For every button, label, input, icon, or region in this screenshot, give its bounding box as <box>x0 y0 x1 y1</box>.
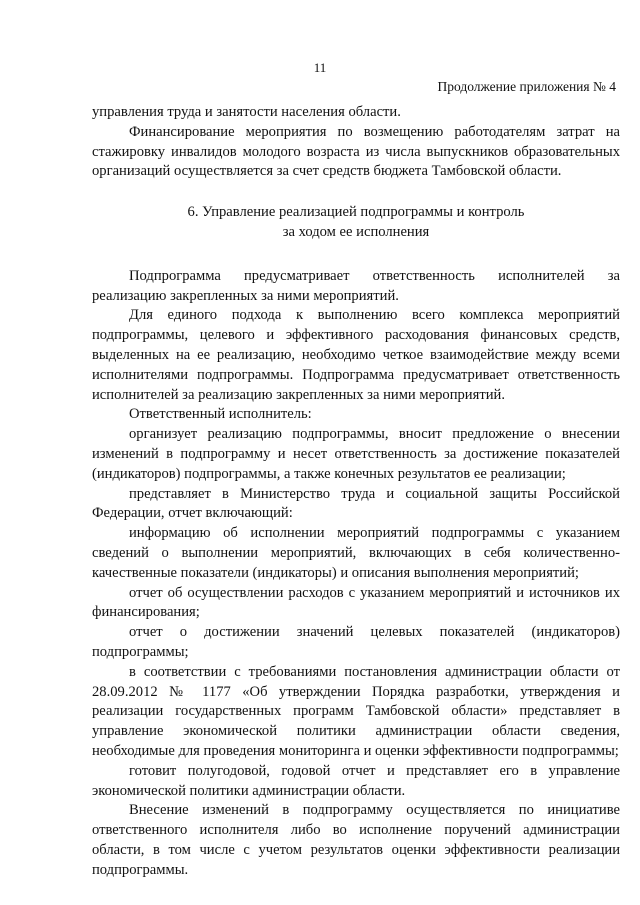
paragraph-continuation: управления труда и занятости населения области. <box>92 104 401 120</box>
appendix-continuation-label: Продолжение приложения № 4 <box>437 79 616 94</box>
paragraph-indicators-report: отчет о достижении значений целевых показателей (индикаторов) подпрограммы; <box>92 624 620 660</box>
paragraph-expenses-report: отчет об осуществлении расходов с указанием мероприятий и источников их финансирования; <box>92 584 620 621</box>
paragraph-semiannual-report: готовит полугодовой, годовой отчет и представляет его в управление экономической политики администрации области. <box>92 762 620 799</box>
paragraph-resolution: в соответствии с требованиями постановления администрации области от 28.09.2012 № 1177 «Об утверждении Порядка разработки, утверждения и реализации государственных программ Тамбовской области» представляет в управление экономической политики администрации области сведения, необходимые для проведения мониторинга и оценки эффективности подпрограммы; <box>92 663 620 759</box>
page-number: 11 <box>313 60 327 75</box>
document-body <box>92 103 620 880</box>
paragraph-unified-approach: Для единого подхода к выполнению всего комплекса мероприятий подпрограммы, целевого и эффективного расходования финансовых средств, выделенных на ее реализацию, необходимо четкое взаимодействие между всеми исполнителями подпрограммы. Подпрограмма предусматривает ответственность исполнителей за реализацию закрепленных за ними мероприятий. <box>92 307 620 403</box>
paragraph-responsibility: Подпрограмма предусматривает ответственность исполнителей за реализацию закрепленных за ними мероприятий. <box>92 267 620 304</box>
paragraph-amendments: Внесение изменений в подпрограмму осуществляется по инициативе ответственного исполнителя либо во исполнение поручений администрации области, в том числе с учетом результатов оценки эффективности реализации подпрограммы. <box>92 802 620 878</box>
paragraph-submits-report: представляет в Министерство труда и социальной защиты Российской Федерации, отчет включающий: <box>92 485 620 522</box>
paragraph-organizes: организует реализацию подпрограммы, вносит предложение о внесении изменений в подпрограмму и несет ответственность за достижение показателей (индикаторов) подпрограммы, а также конечных результатов ее реализации; <box>92 426 620 482</box>
section-title-line-2: за ходом ее исполнения <box>282 223 430 240</box>
section-title <box>92 203 620 243</box>
paragraph-financing: Финансирование мероприятия по возмещению работодателям затрат на стажировку инвалидов молодого возраста из числа выпускников образовательных организаций осуществляется за счет средств бюджета Тамбовской области. <box>92 123 620 180</box>
section-title-line-1: 6. Управление реализацией подпрограммы и контроль <box>187 204 525 221</box>
paragraph-responsible-executor: Ответственный исполнитель: <box>129 406 312 423</box>
paragraph-information: информацию об исполнении мероприятий подпрограммы с указанием сведений о выполнении мероприятий, включающих в себя количественно-качественные показатели (индикаторы) и описания выполнения мероприятий; <box>92 525 620 581</box>
